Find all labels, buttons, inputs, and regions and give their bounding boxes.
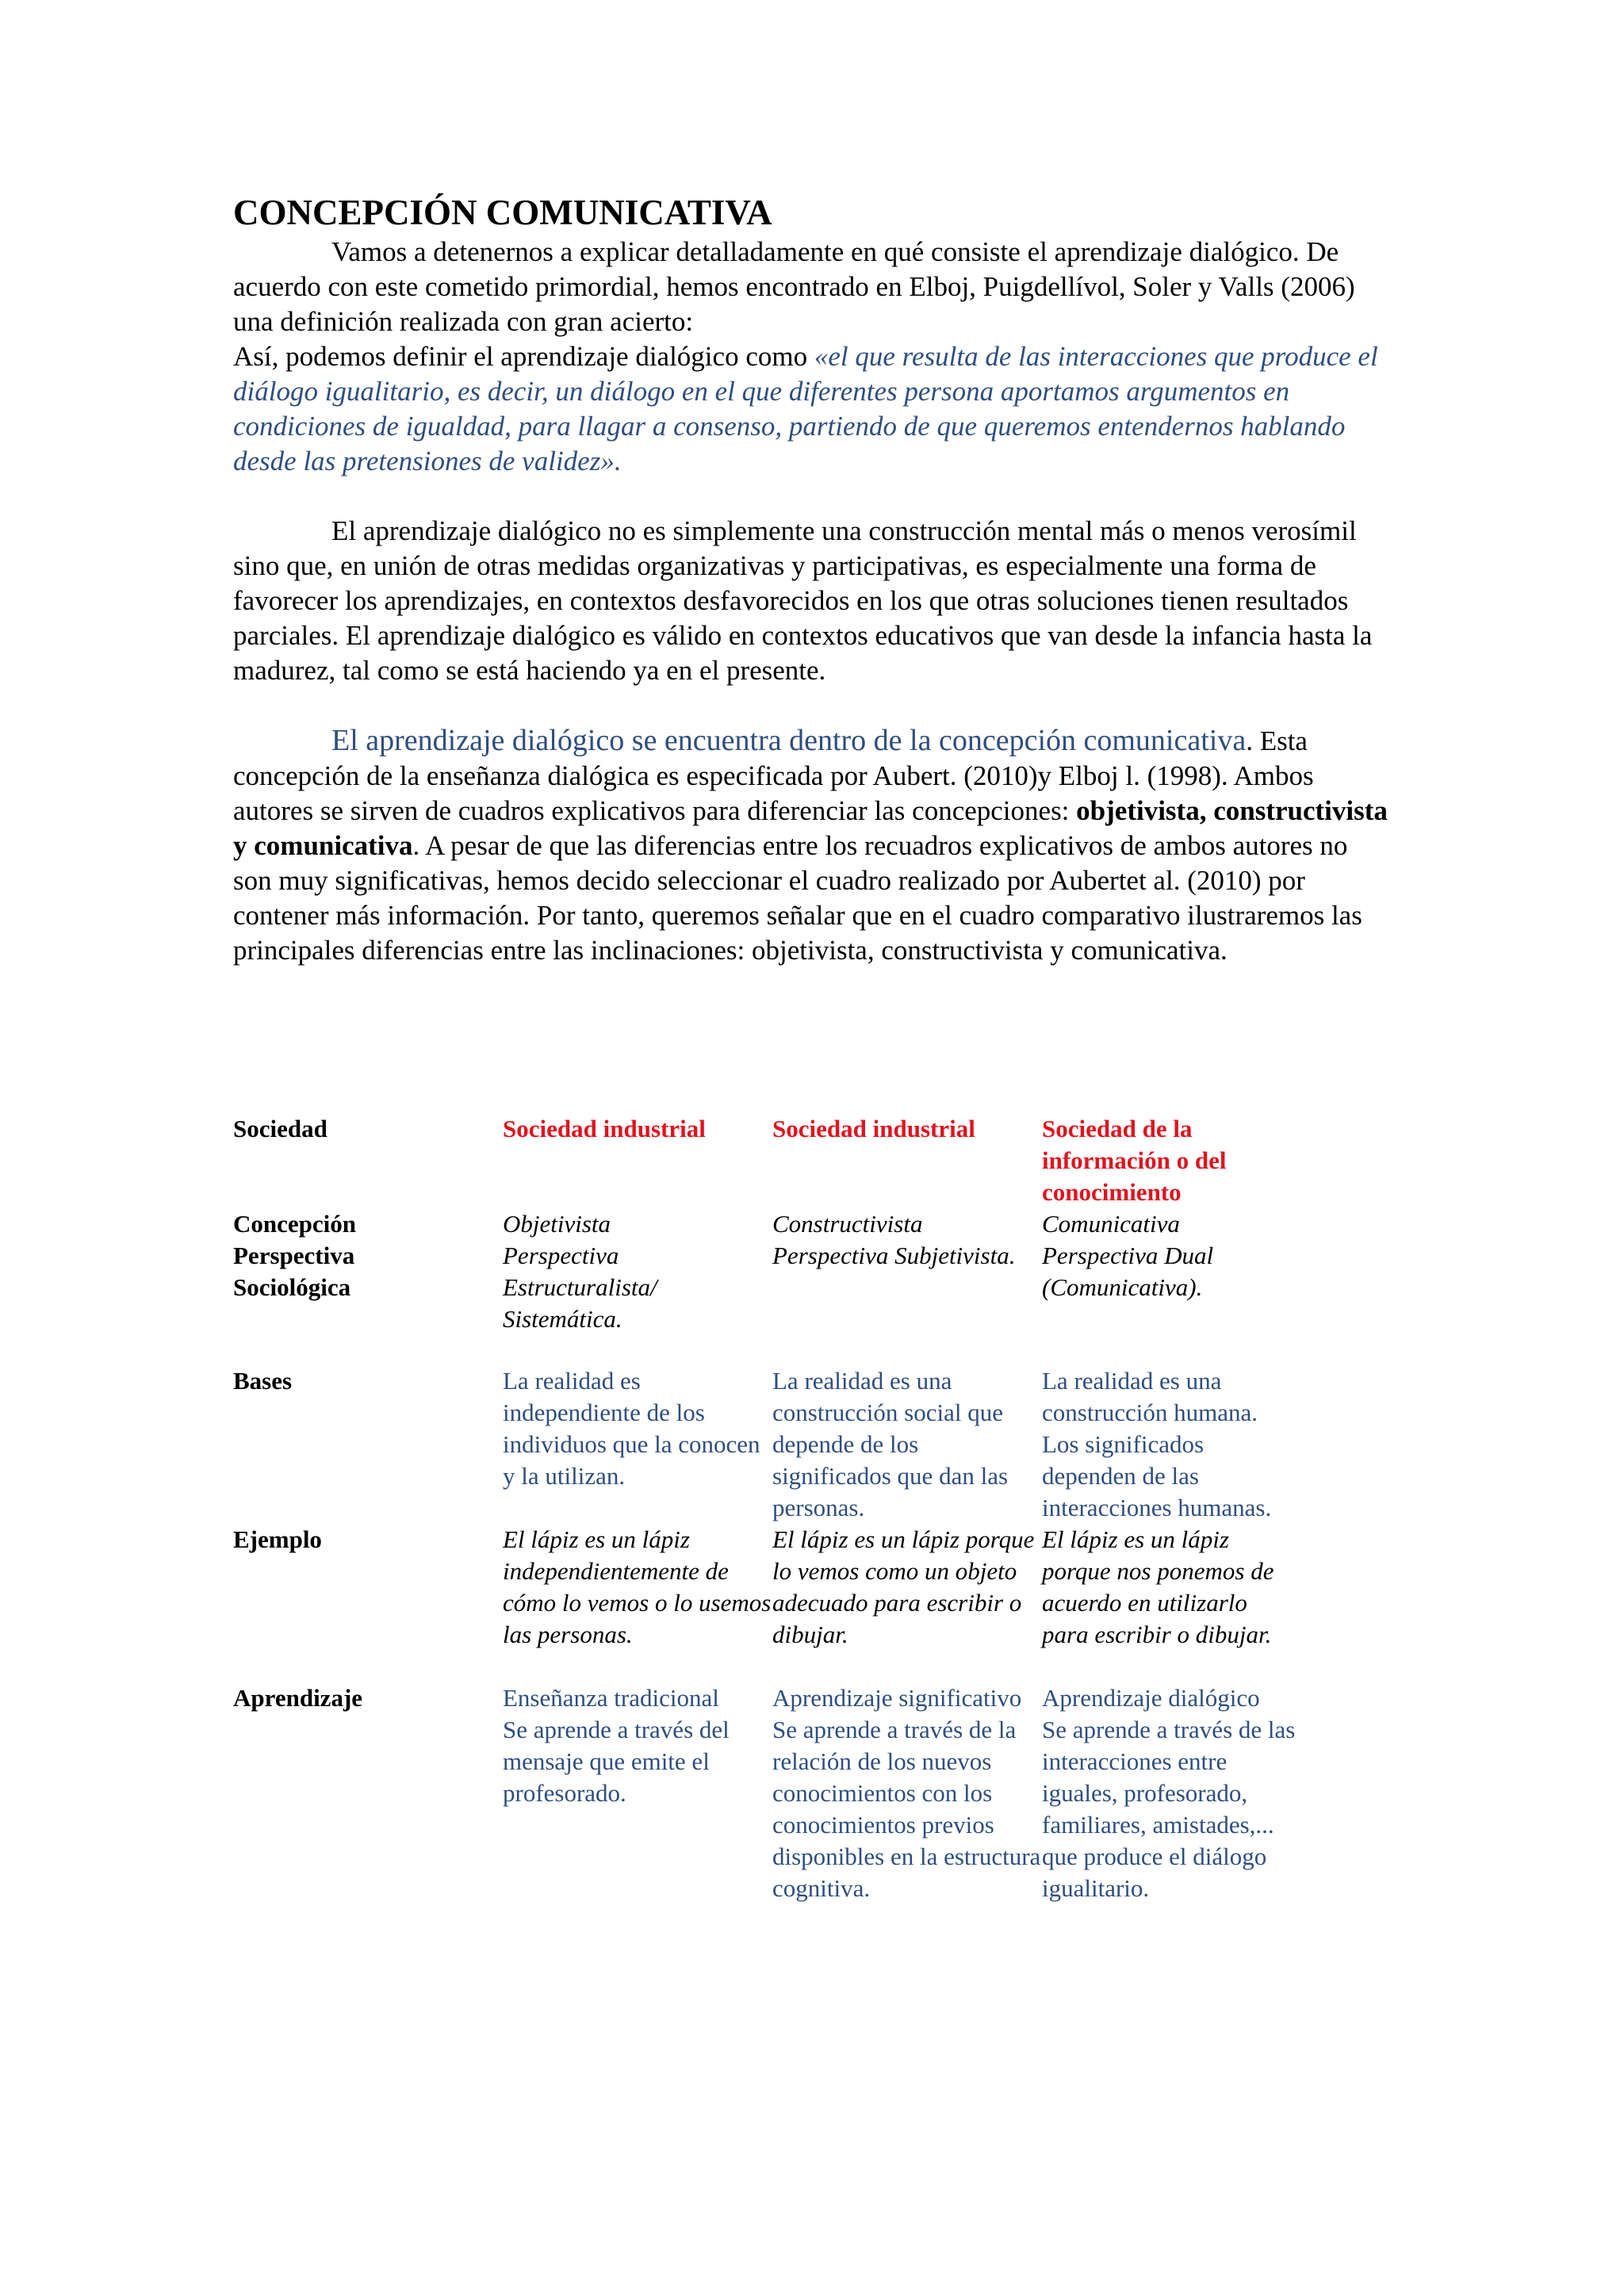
conception-bold: objetivista, constructivista y comunicativa xyxy=(233,795,1388,861)
definition-lead: Así, podemos definir el aprendizaje dialógico como xyxy=(233,341,814,372)
cell-line: Constructivista xyxy=(772,1210,923,1238)
conception-lead: El aprendizaje dialógico se encuentra dentro de la concepción comunicativa xyxy=(331,724,1247,757)
table-cell: El lápiz es un lápiz independientemente de cómo lo vemos o lo usemos las personas. xyxy=(503,1525,772,1648)
conception-text-a: . Esta concepción de la enseñanza dialógica es especificada por Aubert. (2010)y Elboj l. (1998). Ambos autores se sirven de cuadros explicativos para diferenciar las concepciones: xyxy=(233,725,1314,826)
table-cell: Sociedad de la información o del conocimiento xyxy=(1042,1115,1227,1206)
table-cell: La realidad es una construcción humana. Los significados dependen de las interacciones humanas. xyxy=(1042,1367,1272,1521)
table-cell: La realidad es una construcción social que depende de los significados que dan las personas. xyxy=(772,1367,1009,1521)
table-row xyxy=(233,1113,1296,1208)
definition-quote: «el que resulta de las interacciones que produce el diálogo igualitario, es decir, un diálogo en el que diferentes persona aportamos argumentos en condiciones de igualdad, para llagar a consenso, partiendo de que queremos entendernos hablando desde las pretensiones de validez». xyxy=(233,341,1378,476)
table-cell xyxy=(1042,1208,1296,1335)
table-cell: El lápiz es un lápiz porque lo vemos como un objeto adecuado para escribir o dibujar. xyxy=(772,1525,1035,1648)
table-cell: Sociedad industrial xyxy=(772,1115,975,1142)
row-label-line: Sociológica xyxy=(233,1273,351,1301)
cell-line: Objetivista xyxy=(503,1210,611,1238)
conception-text-b: . A pesar de que las diferencias entre los recuadros explicativos de ambos autores no son muy significativas, hemos decido seleccionar el cuadro realizado por Aubertet al. (2010) por contener más información. Por tanto, queremos señalar que en el cuadro comparativo ilustraremos las principales diferencias entre las inclinaciones: objetivista, constructivista y comunicativa. xyxy=(233,830,1362,966)
conception-paragraph xyxy=(233,723,1391,968)
table-cell xyxy=(503,1682,772,1904)
table-cell: La realidad es independiente de los individuos que la conocen y la utilizan. xyxy=(503,1367,760,1490)
cell-line: Se aprende a través de la relación de los nuevos conocimientos con los conocimientos previos disponibles en la estructura cognitiva. xyxy=(772,1716,1041,1902)
cell-line: Aprendizaje significativo xyxy=(772,1684,1022,1712)
dialogic-paragraph: El aprendizaje dialógico no es simplemente una construcción mental más o menos verosímil sino que, en unión de otras medidas organizativas y participativas, es especialmente una forma de favorecer los aprendizajes, en contextos desfavorecidos en los que otras soluciones tienen resultados parciales. El aprendizaje dialógico es válido en contextos educativos que van desde la infancia hasta la madurez, tal como se está haciendo ya en el presente. xyxy=(233,515,1373,686)
document-body xyxy=(233,190,1391,968)
definition-paragraph xyxy=(233,339,1391,479)
row-label-ejemplo: Ejemplo xyxy=(233,1525,322,1553)
cell-line: Perspectiva Estructuralista/ Sistemática. xyxy=(503,1242,657,1333)
cell-line: Perspectiva Subjetivista. xyxy=(772,1242,1016,1269)
cell-line: Enseñanza tradicional xyxy=(503,1684,719,1712)
comparison-table xyxy=(233,1113,1296,1904)
cell-line: Se aprende a través del mensaje que emite el profesorado. xyxy=(503,1716,730,1807)
row-label-bases: Bases xyxy=(233,1367,293,1395)
table-row xyxy=(233,1208,1296,1335)
table-cell: El lápiz es un lápiz porque nos ponemos de acuerdo en utilizarlo para escribir o dibujar. xyxy=(1042,1525,1274,1648)
cell-line: Perspectiva Dual (Comunicativa). xyxy=(1042,1242,1214,1301)
intro-paragraph: Vamos a detenernos a explicar detalladamente en qué consiste el aprendizaje dialógico. De acuerdo con este cometido primordial, hemos encontrado en Elboj, Puigdellívol, Soler y Valls (2006) una definición realizada con gran acierto: xyxy=(233,236,1355,337)
table-row xyxy=(233,1524,1296,1651)
row-label-sociedad: Sociedad xyxy=(233,1115,327,1142)
cell-line: Se aprende a través de las interacciones entre iguales, profesorado, familiares, amistades,... que produce el diálogo igualitario. xyxy=(1042,1716,1296,1902)
table-cell xyxy=(1042,1682,1296,1904)
page-title: CONCEPCIÓN COMUNICATIVA xyxy=(233,193,772,232)
cell-line: Aprendizaje dialógico xyxy=(1042,1684,1260,1712)
row-label-aprendizaje: Aprendizaje xyxy=(233,1684,363,1712)
table-cell xyxy=(772,1682,1042,1904)
table-cell xyxy=(772,1208,1042,1335)
table-cell xyxy=(503,1208,772,1335)
row-label-line: Concepción xyxy=(233,1210,356,1238)
table-row xyxy=(233,1682,1296,1904)
table-row xyxy=(233,1365,1296,1524)
row-label-line: Perspectiva xyxy=(233,1242,355,1269)
cell-line: Comunicativa xyxy=(1042,1210,1180,1238)
row-label-concepcion xyxy=(233,1208,503,1335)
table-cell: Sociedad industrial xyxy=(503,1115,706,1142)
